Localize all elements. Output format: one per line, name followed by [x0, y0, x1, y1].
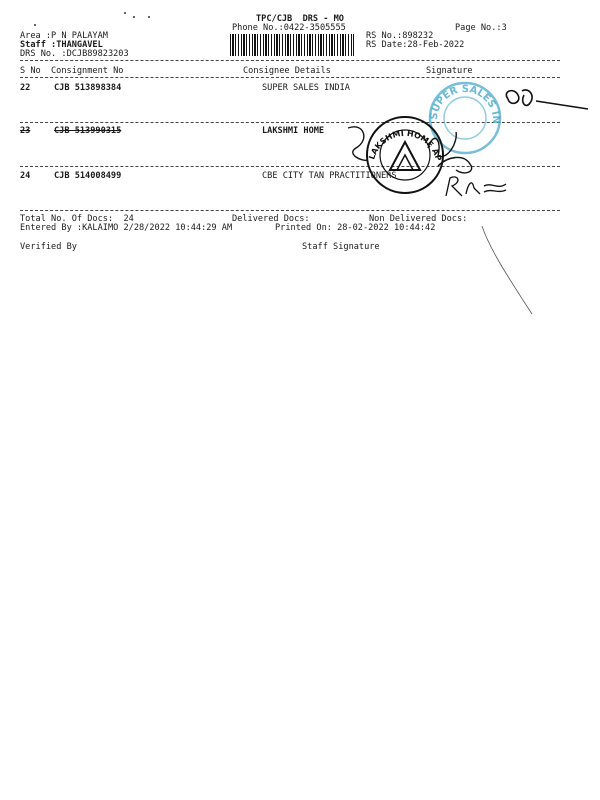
delivered-docs: Delivered Docs:	[232, 214, 310, 224]
col-header-consignment: Consignment No	[51, 66, 124, 76]
row-consignee: CBE CITY TAN PRACTITIONERS	[262, 171, 397, 181]
non-delivered-docs: Non Delivered Docs:	[369, 214, 468, 224]
entered-by: Entered By :KALAIMO 2/28/2022 10:44:29 AM	[20, 223, 233, 233]
stamp-text-lakshmi: LAKSHMI HOME APPLIANCES	[356, 103, 444, 163]
col-header-consignee: Consignee Details	[243, 66, 331, 76]
speck	[133, 16, 135, 18]
pen-stroke	[470, 220, 540, 320]
stamp-text-super-sales: SUPER SALES INDIA	[420, 70, 502, 124]
col-header-sno: S No	[20, 66, 41, 76]
area-field: Area :P N PALAYAM	[20, 31, 108, 41]
speck	[148, 16, 150, 18]
row-consignment: CJB 514008499	[54, 171, 122, 181]
verified-by: Verified By	[20, 242, 77, 252]
printed-on: Printed On: 28-02-2022 10:44:42	[275, 223, 436, 233]
row-consignee: LAKSHMI HOME	[262, 126, 325, 136]
staff-field: Staff :THANGAVEL	[20, 40, 103, 50]
divider	[20, 210, 560, 211]
col-header-signature: Signature	[426, 66, 473, 76]
divider	[20, 60, 560, 61]
rs-date: RS Date:28-Feb-2022	[366, 40, 465, 50]
row-consignee: SUPER SALES INDIA	[262, 83, 350, 93]
signature-scribble-row22	[500, 85, 595, 115]
row-consignment: CJB 513898384	[54, 83, 122, 93]
drs-number: DRS No. :DCJB89823203	[20, 49, 129, 59]
speck	[124, 12, 126, 14]
barcode	[230, 34, 354, 56]
row-sno: 22	[20, 83, 31, 93]
phone-number: Phone No.:0422-3505555	[232, 23, 346, 33]
speck	[34, 24, 36, 26]
document-title: TPC/CJB DRS - MO	[256, 14, 344, 24]
page-number: Page No.:3	[455, 23, 507, 33]
row-sno: 24	[20, 171, 31, 181]
row-consignment: CJB 513990315	[54, 126, 122, 136]
rs-number: RS No.:898232	[366, 31, 434, 41]
row-sno: 23	[20, 126, 31, 136]
total-docs: Total No. Of Docs: 24	[20, 214, 134, 224]
signature-scribble-row24	[440, 172, 510, 202]
staff-signature: Staff Signature	[302, 242, 380, 252]
